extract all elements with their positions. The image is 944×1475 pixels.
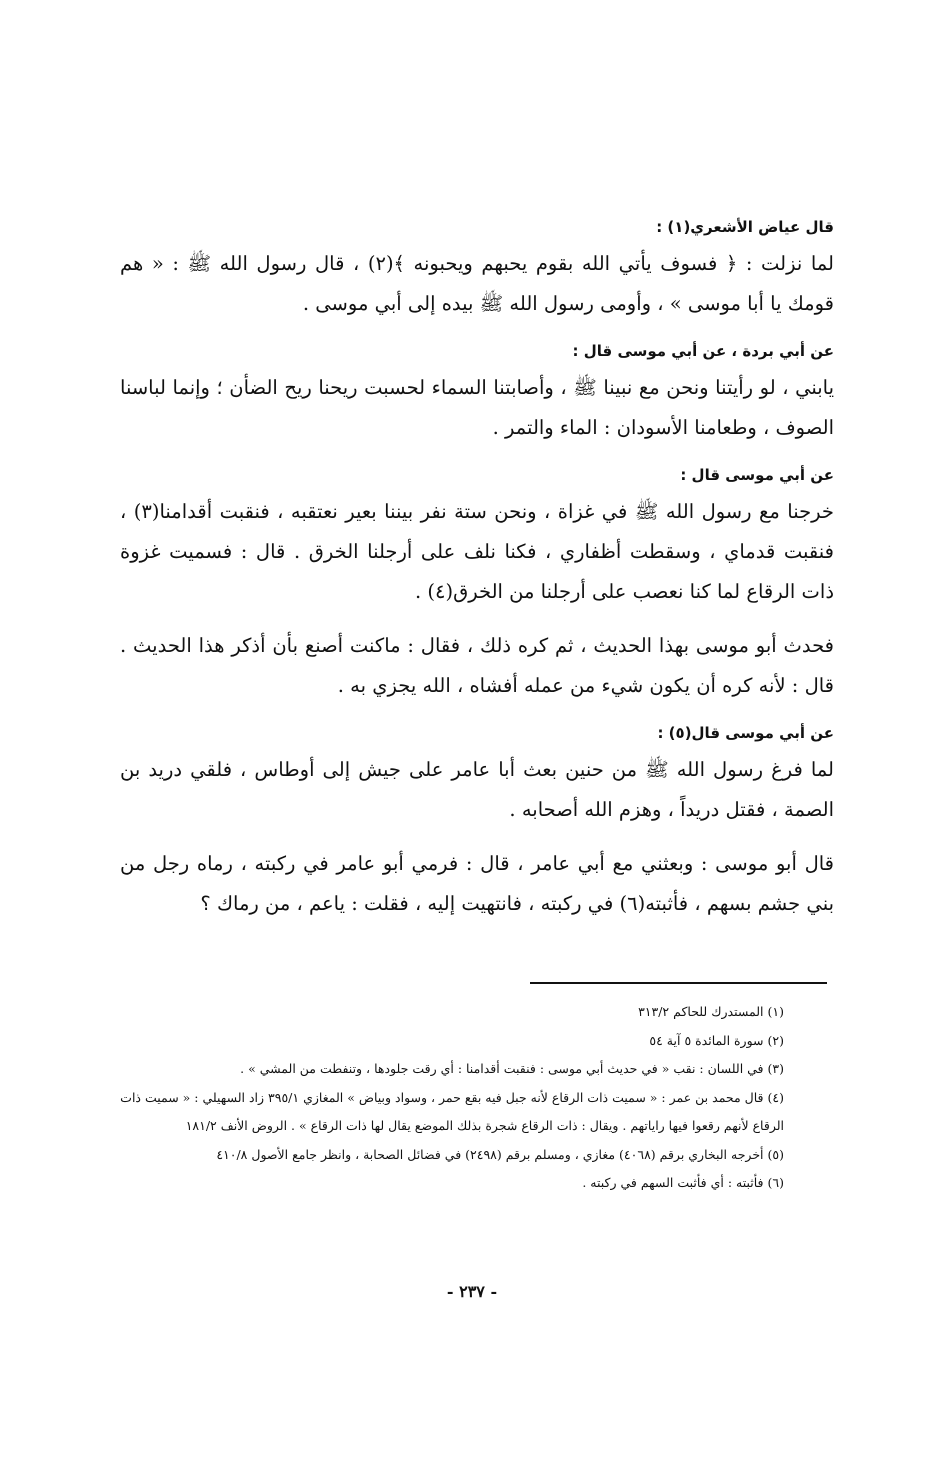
footnote-1: (١) المستدرك للحاكم ٣١٣/٢ xyxy=(638,1004,784,1019)
footnote-3: (٣) في اللسان : نقب « في حديث أبي موسى : فنقبت أقدامنا : أي رقت جلودها ، وتنفطت من المشي » . xyxy=(240,1061,784,1076)
paragraph: لما فرغ رسول الله ﷺ من حنين بعث أبا عامر على جيش إلى أوطاس ، فلقي دريد بن الصمة ، فقتل دريداً ، وهزم الله أصحابه . xyxy=(120,758,834,821)
section-heading: قال عياض الأشعري(١) : xyxy=(656,218,834,236)
section-abu-burda xyxy=(120,338,834,448)
paragraph: يابني ، لو رأيتنا ونحن مع نبينا ﷺ ، وأصابتنا السماء لحسبت ريحنا ريح الضأن ؛ وإنما لباسنا الصوف ، وطعامنا الأسودان : الماء والتمر . xyxy=(120,376,834,439)
footnote-5: (٥) أخرجه البخاري برقم (٤٠٦٨) مغازي ، ومسلم برقم (٢٤٩٨) في فضائل الصحابة ، وانظر جامع الأصول ٤١٠/٨ xyxy=(216,1146,784,1162)
paragraph: قال أبو موسى : وبعثني مع أبي عامر ، قال : فرمي أبو عامر في ركبته ، رماه رجل من بني جشم بسهم ، فأثبته(٦) في ركبته ، فانتهيت إليه ، فقلت : ياعم ، من رماك ؟ xyxy=(120,852,834,915)
main-text xyxy=(120,214,834,938)
section-heading: عن أبي موسى قال : xyxy=(680,466,834,484)
section-awtas xyxy=(120,720,834,924)
section-ayyad xyxy=(120,214,834,324)
paragraph: لما نزلت : ﴿ فسوف يأتي الله بقوم يحبهم ويحبونه ﴾(٢) ، قال رسول الله ﷺ : « هم قومك يا أبا موسى » ، وأومى رسول الله ﷺ بيده إلى أبي موسى . xyxy=(120,252,834,315)
section-heading: عن أبي بردة ، عن أبي موسى قال : xyxy=(572,342,834,360)
footnote-divider xyxy=(530,982,827,984)
section-dhat-al-riqa xyxy=(120,462,834,706)
footnote-2: (٢) سورة المائدة ٥ آية ٥٤ xyxy=(649,1032,784,1048)
paragraph: فحدث أبو موسى بهذا الحديث ، ثم كره ذلك ، فقال : ماكنت أصنع بأن أذكر هذا الحديث . قال : لأنه كره أن يكون شيء من عمله أفشاه ، الله يجزي به . xyxy=(120,634,834,697)
page-number: - ٢٣٧ - xyxy=(446,1282,498,1301)
footnote-4: (٤) قال محمد بن عمر : « سميت ذات الرقاع لأنه جبل فيه بقع حمر ، وسواد وبياض » المغازي ٣٩٥/١ زاد السهيلي : « سميت ذات الرقاع لأنهم رقعوا فيها راياتهم . ويقال : ذات الرقاع شجرة بذلك الموضع يقال لها ذات الرقاع » . الروض الأنف ١٨١/٢ xyxy=(120,1089,784,1133)
paragraph: خرجنا مع رسول الله ﷺ في غزاة ، ونحن ستة نفر بيننا بعير نعتقبه ، فنقبت أقدامنا(٣) ، فنقبت قدماي ، وسقطت أظفاري ، فكنا نلف على أرجلنا الخرق . قال : فسميت غزوة ذات الرقاع لما كنا نعصب على أرجلنا من الخرق(٤) . xyxy=(120,500,834,603)
footnote-6: (٦) فأثبته : أي فأثبت السهم في ركبته . xyxy=(582,1175,784,1190)
section-heading: عن أبي موسى قال(٥) : xyxy=(657,724,834,742)
footnotes xyxy=(120,998,834,1198)
